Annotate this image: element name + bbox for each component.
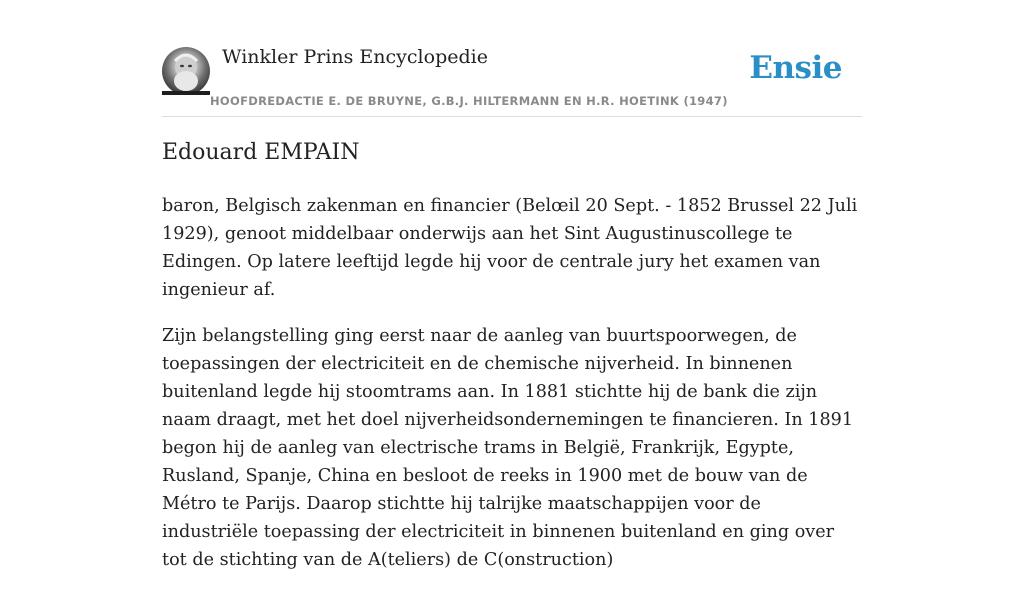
article-paragraph: baron, Belgisch zakenman en financier (Belœil 20 Sept. - 1852 Brussel 22 Juli 1929), genoot middelbaar onderwijs aan het Sint Augustinuscollege te Edingen. Op latere leeftijd legde hij voor de centrale jury het examen van ingenieur af.: [162, 196, 858, 300]
article-title: Edouard EMPAIN: [162, 140, 360, 165]
site-header: [162, 44, 862, 117]
article-paragraph: Zijn belangstelling ging eerst naar de aanleg van buurtspoorwegen, de toepassingen der electriciteit en de chemische nijverheid. In binnenen buitenland legde hij stoomtrams aan. In 1881 stichtte hij de bank die zijn naam draagt, met het doel nijverheidsondernemingen te financieren. In 1891 begon hij de aanleg van electrische trams in België, Frankrijk, Egypte, Rusland, Spanje, China en besloot de reeks in 1900 met de bouw van de Métro te Parijs. Daarop stichtte hij talrijke maatschappijen voor de industriële toepassing der electriciteit in binnenen buitenland en ging over tot de stichting van de A(teliers) de C(onstruction): [162, 326, 854, 570]
article-body: [162, 192, 862, 592]
author-avatar[interactable]: [162, 47, 210, 95]
brand-logo[interactable]: Ensie: [749, 50, 842, 86]
site-title[interactable]: Winkler Prins Encyclopedie: [222, 46, 488, 68]
editors-subtitle: HOOFDREDACTIE E. DE BRUYNE, G.B.J. HILTERMANN EN H.R. HOETINK (1947): [210, 94, 728, 108]
portrait-icon: [162, 47, 210, 95]
